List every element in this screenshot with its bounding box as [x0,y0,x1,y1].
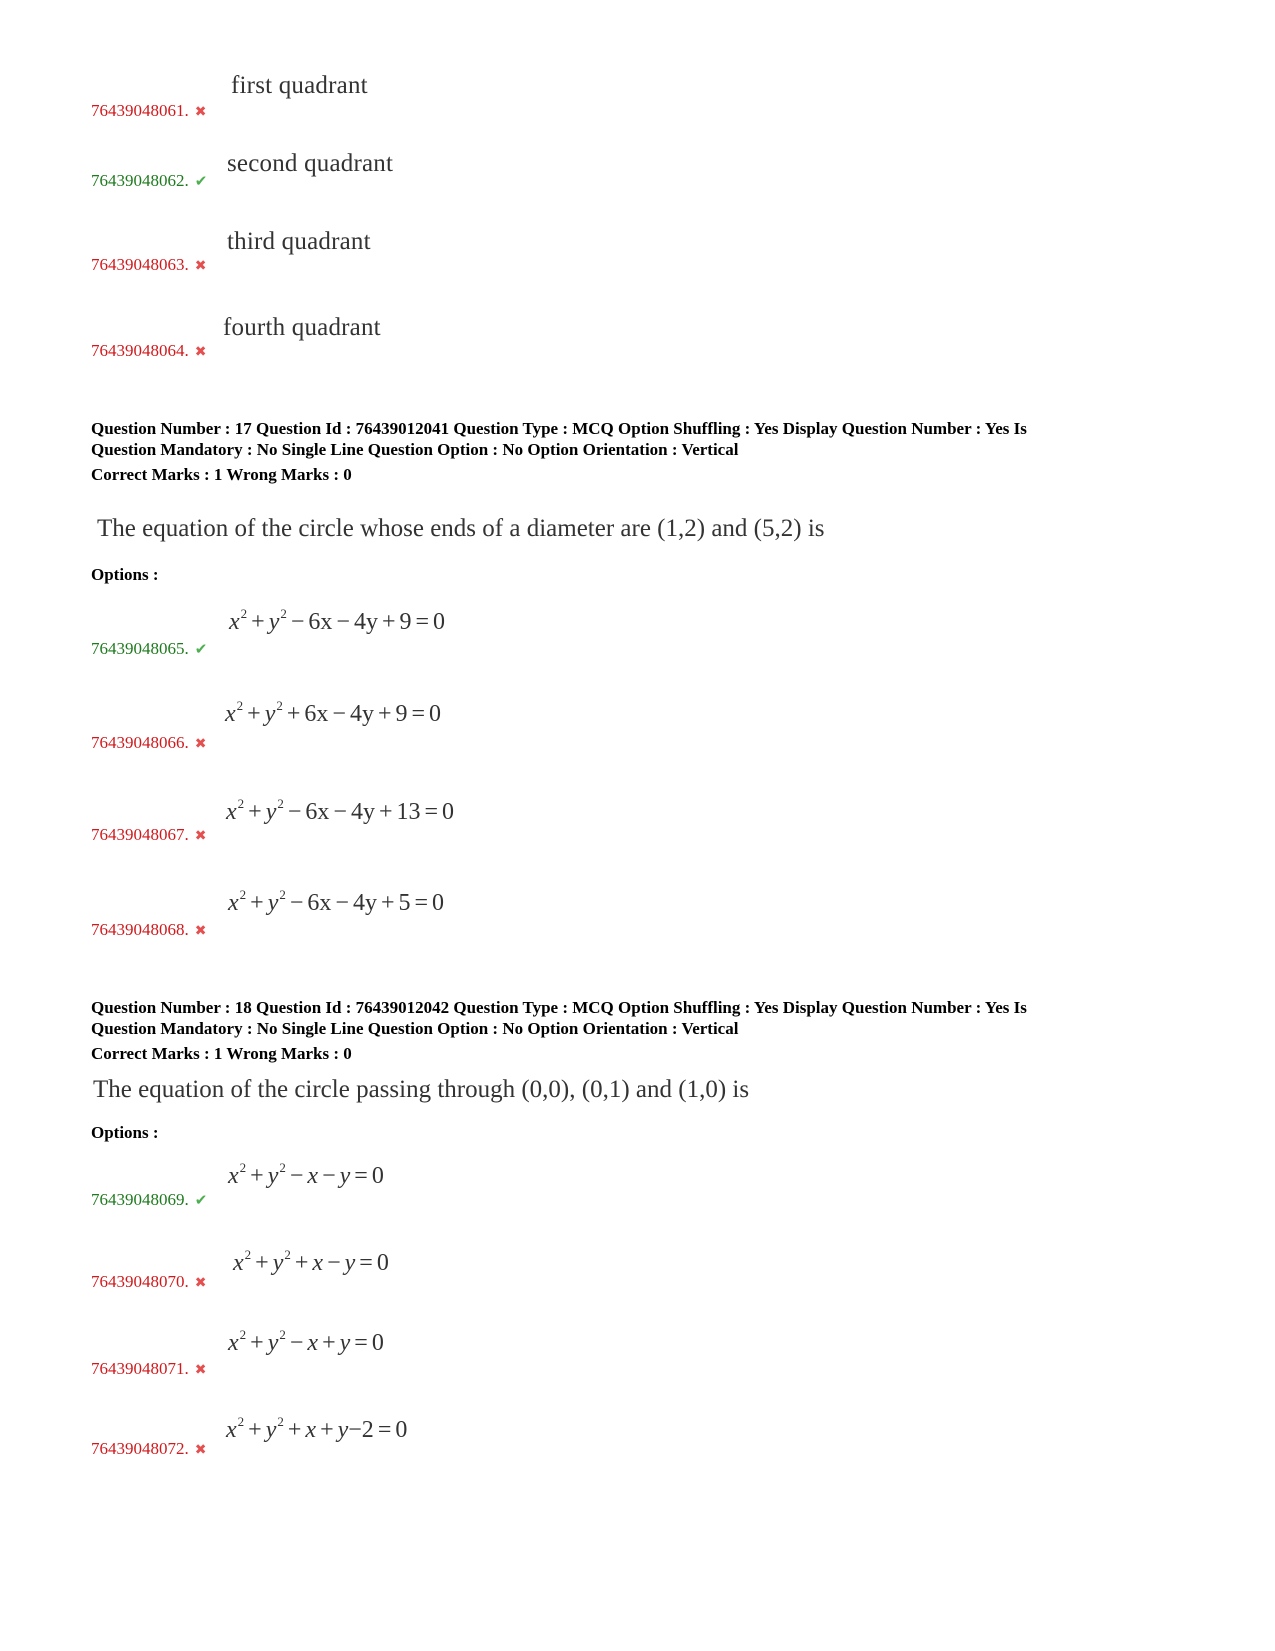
question-meta-line: Question Mandatory : No Single Line Question Option : No Option Orientation : Vertical [91,440,739,459]
options-label: Options : [91,565,159,584]
question-marks: Correct Marks : 1 Wrong Marks : 0 [91,465,352,484]
option-id: 76439048071. ✖ [91,1359,207,1378]
cross-icon: ✖ [194,737,207,752]
option-id: 76439048061. ✖ [91,101,207,120]
option-text: fourth quadrant [223,314,381,341]
option-equation: $x^2 + y^2 - 6x - 4y + 5 = 0$ [228,887,445,916]
cross-icon: ✖ [194,345,207,360]
option-id: 76439048062. ✔ [91,171,208,190]
option-text: second quadrant [227,150,394,177]
question-meta-line: Question Number : 18 Question Id : 76439012042 Question Type : MCQ Option Shuffling : Yes Display Question Number : Yes Is [91,998,1027,1017]
option-equation: $x^2 + y^2 - 6x - 4y + 9 = 0$ [229,606,446,635]
question-text: The equation of the circle whose ends of a diameter are (1,2) and (5,2) is [97,515,825,542]
option-id: 76439048065. ✔ [91,639,208,658]
check-icon: ✔ [194,174,208,190]
option-equation: $x^2 + y^2 - x + y = 0$ [228,1327,384,1356]
option-id: 76439048069. ✔ [91,1190,208,1209]
cross-icon: ✖ [194,259,207,274]
question-marks: Correct Marks : 1 Wrong Marks : 0 [91,1044,352,1063]
cross-icon: ✖ [194,829,207,844]
option-id: 76439048066. ✖ [91,733,207,752]
option-id: 76439048067. ✖ [91,825,207,844]
option-equation: $x^2 + y^2 + x + y-2 = 0$ [226,1414,408,1443]
option-equation: $x^2 + y^2 - x - y = 0$ [228,1160,384,1189]
cross-icon: ✖ [194,105,207,120]
question-meta [91,997,1201,1039]
option-id: 76439048064. ✖ [91,341,207,360]
options-label: Options : [91,1123,159,1142]
option-equation: $x^2 + y^2 + x - y = 0$ [233,1247,389,1276]
question-meta-line: Question Mandatory : No Single Line Question Option : No Option Orientation : Vertical [91,1019,739,1038]
option-id: 76439048072. ✖ [91,1439,207,1458]
option-id: 76439048068. ✖ [91,920,207,939]
question-meta [91,418,1201,460]
option-equation: $x^2 + y^2 + 6x - 4y + 9 = 0$ [225,698,442,727]
question-text: The equation of the circle passing through (0,0), (0,1) and (1,0) is [93,1076,750,1103]
option-text: third quadrant [227,228,371,255]
option-text: first quadrant [231,72,368,99]
cross-icon: ✖ [194,1363,207,1378]
cross-icon: ✖ [194,1276,207,1291]
option-equation: $x^2 + y^2 - 6x - 4y + 13 = 0$ [226,796,455,825]
option-id: 76439048063. ✖ [91,255,207,274]
cross-icon: ✖ [194,924,207,939]
check-icon: ✔ [194,1193,208,1209]
option-id: 76439048070. ✖ [91,1272,207,1291]
question-meta-line: Question Number : 17 Question Id : 76439012041 Question Type : MCQ Option Shuffling : Yes Display Question Number : Yes Is [91,419,1027,438]
cross-icon: ✖ [194,1443,207,1458]
check-icon: ✔ [194,642,208,658]
